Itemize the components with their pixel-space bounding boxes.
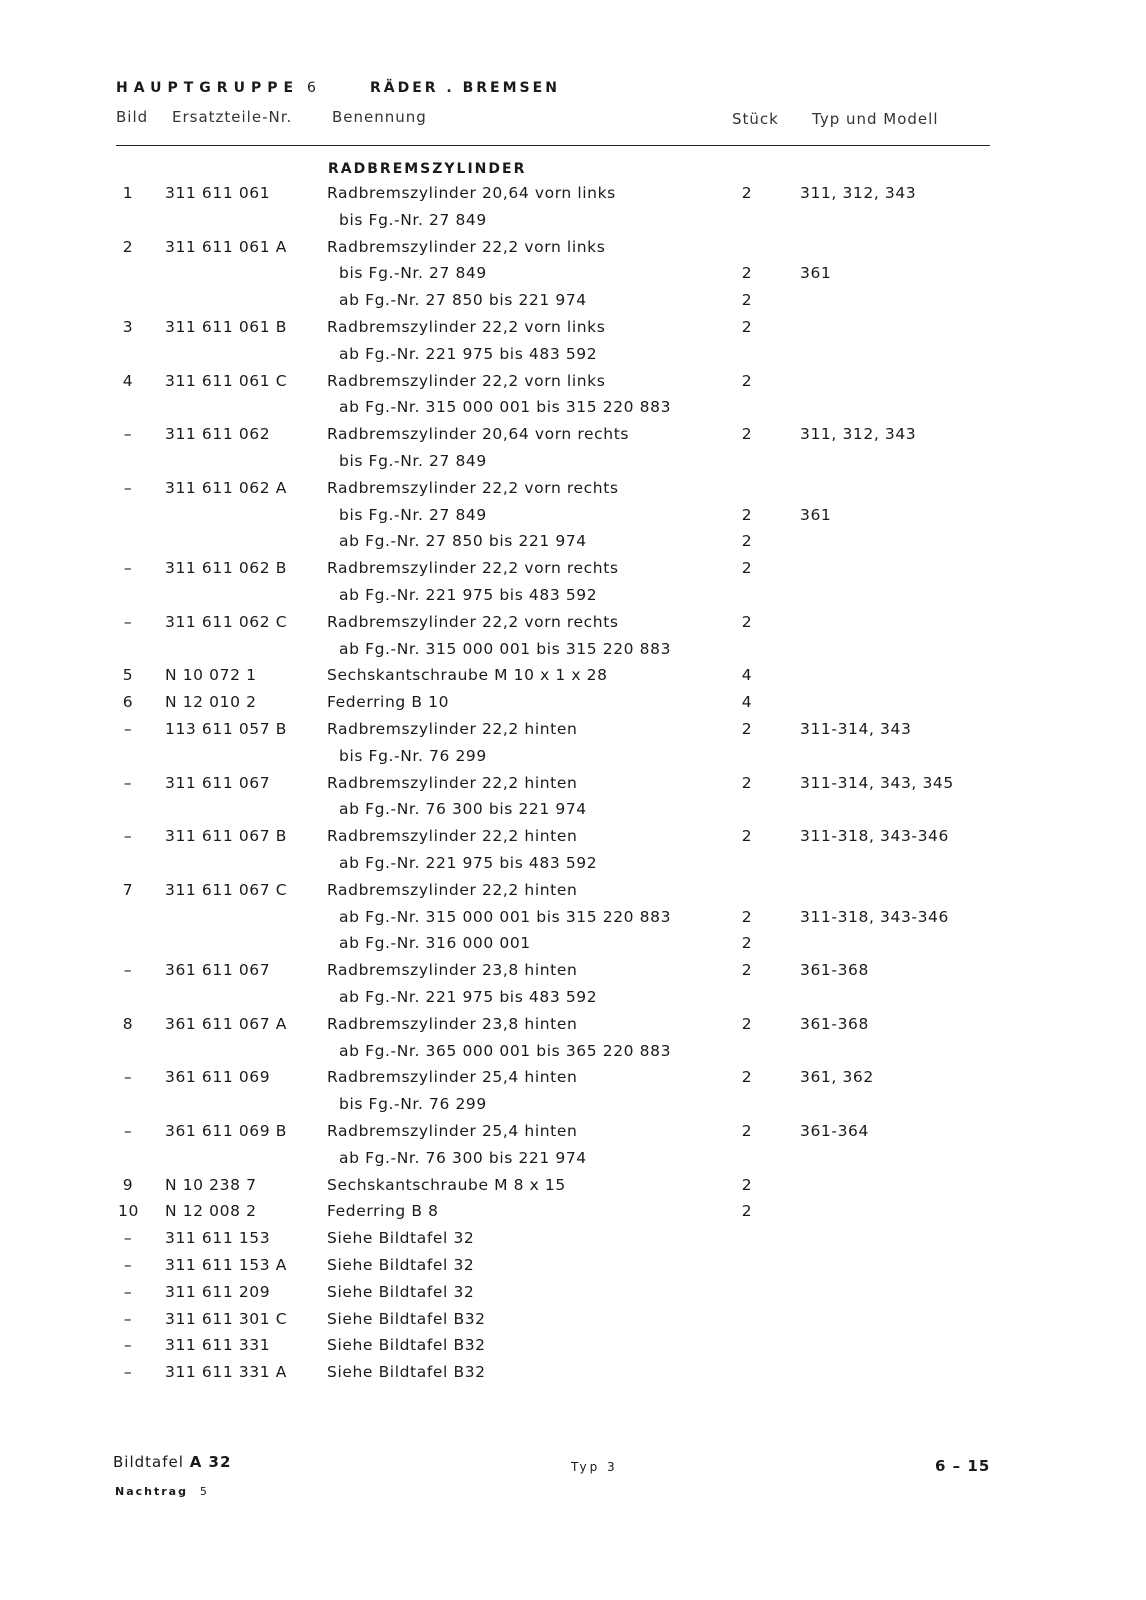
- quantity: 2: [741, 1068, 753, 1087]
- part-number: 311 611 209: [165, 1282, 271, 1301]
- part-number: 311 611 061: [165, 184, 271, 202]
- part-name: Radbremszylinder 22,2 vorn links: [327, 318, 606, 336]
- part-name: Siehe Bildtafel 32: [327, 1229, 475, 1248]
- bild-number: –: [123, 1309, 133, 1328]
- list-item: [0, 318, 1146, 344]
- list-item: [0, 1015, 1146, 1041]
- type-model: 311-318, 343-346: [800, 827, 949, 846]
- part-number: 361 611 067: [165, 961, 271, 980]
- part-number: 311 611 153 A: [165, 1256, 287, 1274]
- part-name: ab Fg.-Nr. 221 975 bis 483 592: [339, 854, 598, 872]
- list-item: [0, 1202, 1146, 1228]
- part-name: Siehe Bildtafel B32: [327, 1363, 486, 1382]
- part-name: Radbremszylinder 22,2 vorn rechts: [327, 478, 619, 497]
- type-model: 361, 362: [800, 1068, 874, 1087]
- quantity: 2: [741, 961, 753, 980]
- quantity: 2: [741, 505, 753, 524]
- quantity: 2: [741, 1014, 753, 1033]
- part-name: ab Fg.-Nr. 27 850 bis 221 974: [339, 291, 587, 310]
- list-item: [0, 238, 1146, 264]
- part-name: ab Fg.-Nr. 365 000 001 bis 365 220 883: [339, 1041, 672, 1060]
- list-item: [0, 1122, 1146, 1148]
- list-item: [0, 854, 1146, 880]
- bild-number: 10: [118, 1202, 139, 1221]
- quantity: 2: [741, 532, 753, 551]
- quantity: 2: [741, 934, 753, 953]
- quantity: 2: [741, 371, 753, 390]
- col-header-ersatzteil: Ersatzteile-Nr.: [172, 108, 293, 126]
- bild-number: –: [123, 478, 133, 497]
- bild-number: –: [123, 961, 133, 980]
- part-name: ab Fg.-Nr. 76 300 bis 221 974: [339, 800, 587, 819]
- part-name: Sechskantschraube M 8 x 15: [327, 1175, 566, 1194]
- quantity: 2: [741, 720, 753, 738]
- bildtafel-value: A 32: [189, 1453, 232, 1471]
- part-name: Radbremszylinder 22,2 vorn links: [327, 371, 606, 390]
- group-heading: [116, 80, 560, 96]
- col-header-stueck: Stück: [732, 110, 779, 128]
- type-model: 311-314, 343, 345: [800, 773, 954, 792]
- list-item: [0, 532, 1146, 558]
- part-name: ab Fg.-Nr. 76 300 bis 221 974: [339, 1148, 587, 1167]
- quantity: 2: [741, 264, 753, 283]
- list-item: [0, 827, 1146, 853]
- list-item: [0, 1336, 1146, 1362]
- part-name: ab Fg.-Nr. 221 975 bis 483 592: [339, 344, 598, 363]
- part-name: Radbremszylinder 25,4 hinten: [327, 1122, 578, 1140]
- type-model: 361-368: [800, 1014, 869, 1033]
- footer-nachtrag: [115, 1485, 209, 1498]
- part-name: Siehe Bildtafel 32: [327, 1282, 475, 1301]
- list-item: [0, 1095, 1146, 1121]
- list-item: [0, 988, 1146, 1014]
- list-item: [0, 666, 1146, 692]
- nachtrag-value: 5: [199, 1485, 209, 1498]
- type-model: 361: [800, 264, 832, 283]
- bild-number: 6: [122, 693, 134, 712]
- part-name: bis Fg.-Nr. 27 849: [339, 264, 487, 283]
- part-name: bis Fg.-Nr. 27 849: [339, 505, 487, 524]
- part-number: 361 611 069: [165, 1068, 271, 1087]
- part-number: 311 611 062: [165, 425, 271, 444]
- list-item: [0, 345, 1146, 371]
- part-name: Siehe Bildtafel 32: [327, 1256, 475, 1274]
- list-item: [0, 800, 1146, 826]
- list-item: [0, 613, 1146, 639]
- part-name: Radbremszylinder 22,2 hinten: [327, 773, 578, 792]
- list-item: [0, 425, 1146, 451]
- quantity: 2: [741, 1202, 753, 1221]
- part-name: bis Fg.-Nr. 76 299: [339, 746, 487, 765]
- part-number: 311 611 061 A: [165, 237, 287, 256]
- quantity: 4: [741, 693, 753, 712]
- part-name: Siehe Bildtafel B32: [327, 1309, 486, 1328]
- list-item: [0, 184, 1146, 210]
- list-item: [0, 1229, 1146, 1255]
- part-name: Radbremszylinder 23,8 hinten: [327, 961, 578, 980]
- part-number: N 10 238 7: [165, 1175, 257, 1194]
- bild-number: –: [123, 612, 133, 631]
- bild-number: 8: [122, 1014, 134, 1033]
- quantity: 2: [741, 291, 753, 310]
- list-item: [0, 264, 1146, 290]
- group-label: HAUPTGRUPPE: [116, 80, 300, 96]
- part-name: Radbremszylinder 23,8 hinten: [327, 1014, 578, 1033]
- list-item: [0, 1068, 1146, 1094]
- list-item: [0, 1283, 1146, 1309]
- list-item: [0, 720, 1146, 746]
- part-name: Radbremszylinder 22,2 hinten: [327, 880, 578, 899]
- bild-number: –: [123, 720, 133, 738]
- part-name: Radbremszylinder 22,2 hinten: [327, 720, 578, 738]
- part-name: Siehe Bildtafel B32: [327, 1336, 486, 1355]
- part-number: N 12 010 2: [165, 693, 257, 712]
- bild-number: 1: [122, 184, 134, 202]
- quantity: 2: [741, 1122, 753, 1140]
- part-number: 311 611 331 A: [165, 1363, 287, 1382]
- type-model: 311-314, 343: [800, 720, 912, 738]
- part-name: bis Fg.-Nr. 76 299: [339, 1095, 487, 1114]
- list-item: [0, 506, 1146, 532]
- part-name: Radbremszylinder 20,64 vorn links: [327, 184, 616, 202]
- bild-number: –: [123, 1068, 133, 1087]
- bild-number: 7: [122, 880, 134, 899]
- bild-number: 3: [122, 318, 134, 336]
- list-item: [0, 1176, 1146, 1202]
- bild-number: –: [123, 1336, 133, 1355]
- nachtrag-label: Nachtrag: [115, 1485, 188, 1498]
- part-number: 311 611 061 C: [165, 371, 288, 390]
- col-header-bild: Bild: [116, 108, 149, 126]
- list-item: [0, 693, 1146, 719]
- part-name: Radbremszylinder 22,2 hinten: [327, 827, 578, 846]
- part-name: ab Fg.-Nr. 221 975 bis 483 592: [339, 586, 598, 604]
- bild-number: 4: [122, 371, 134, 390]
- list-item: [0, 774, 1146, 800]
- quantity: 2: [741, 827, 753, 846]
- list-item: [0, 372, 1146, 398]
- list-item: [0, 961, 1146, 987]
- list-item: [0, 908, 1146, 934]
- bild-number: 5: [122, 666, 134, 685]
- quantity: 2: [741, 559, 753, 578]
- part-number: 311 611 062 C: [165, 612, 288, 631]
- list-item: [0, 1149, 1146, 1175]
- part-number: 361 611 067 A: [165, 1014, 287, 1033]
- part-number: N 12 008 2: [165, 1202, 257, 1221]
- part-name: bis Fg.-Nr. 27 849: [339, 452, 487, 470]
- type-model: 361-364: [800, 1122, 869, 1140]
- page-number: 6 – 15: [935, 1457, 991, 1475]
- part-name: Radbremszylinder 25,4 hinten: [327, 1068, 578, 1087]
- part-number: 311 611 062 B: [165, 559, 287, 578]
- type-model: 361: [800, 505, 832, 524]
- bild-number: –: [123, 827, 133, 846]
- list-item: [0, 881, 1146, 907]
- part-number: 311 611 062 A: [165, 478, 287, 497]
- group-name: RÄDER . BREMSEN: [369, 80, 560, 96]
- list-item: [0, 586, 1146, 612]
- list-item: [0, 1042, 1146, 1068]
- type-model: 311-318, 343-346: [800, 907, 949, 926]
- bild-number: 9: [122, 1175, 134, 1194]
- list-item: [0, 398, 1146, 424]
- bild-number: –: [123, 425, 133, 444]
- part-number: N 10 072 1: [165, 666, 257, 685]
- part-name: Sechskantschraube M 10 x 1 x 28: [327, 666, 608, 685]
- bild-number: 2: [122, 237, 134, 256]
- col-header-benennung: Benennung: [332, 108, 427, 126]
- list-item: [0, 479, 1146, 505]
- list-item: [0, 640, 1146, 666]
- group-number: 6: [307, 80, 322, 96]
- part-name: Radbremszylinder 22,2 vorn rechts: [327, 612, 619, 631]
- part-name: ab Fg.-Nr. 316 000 001: [339, 934, 531, 953]
- footer-bildtafel: [113, 1453, 231, 1471]
- bild-number: –: [123, 1229, 133, 1248]
- type-model: 311, 312, 343: [800, 425, 917, 444]
- list-item: [0, 211, 1146, 237]
- quantity: 2: [741, 425, 753, 444]
- type-model: 361-368: [800, 961, 869, 980]
- header-rule: [116, 145, 990, 146]
- list-item: [0, 1310, 1146, 1336]
- list-item: [0, 452, 1146, 478]
- part-number: 113 611 057 B: [165, 720, 287, 738]
- bild-number: –: [123, 1122, 133, 1140]
- bild-number: –: [123, 1256, 133, 1274]
- part-name: Radbremszylinder 22,2 vorn links: [327, 237, 606, 256]
- part-number: 311 611 067 C: [165, 880, 288, 899]
- part-name: Federring B 10: [327, 693, 450, 712]
- part-number: 311 611 331: [165, 1336, 271, 1355]
- footer-typ: Typ 3: [571, 1460, 618, 1474]
- part-name: ab Fg.-Nr. 221 975 bis 483 592: [339, 988, 598, 1006]
- bild-number: –: [123, 1363, 133, 1382]
- quantity: 2: [741, 612, 753, 631]
- quantity: 2: [741, 1175, 753, 1194]
- bild-number: –: [123, 559, 133, 578]
- part-name: bis Fg.-Nr. 27 849: [339, 210, 487, 229]
- col-header-typ: Typ und Modell: [812, 110, 939, 128]
- list-item: [0, 934, 1146, 960]
- part-name: ab Fg.-Nr. 315 000 001 bis 315 220 883: [339, 907, 672, 926]
- part-number: 311 611 067: [165, 773, 271, 792]
- type-model: 311, 312, 343: [800, 184, 917, 202]
- part-number: 311 611 153: [165, 1229, 271, 1248]
- part-number: 361 611 069 B: [165, 1122, 287, 1140]
- part-number: 311 611 067 B: [165, 827, 287, 846]
- part-name: Federring B 8: [327, 1202, 439, 1221]
- part-number: 311 611 061 B: [165, 318, 287, 336]
- section-title: RADBREMSZYLINDER: [328, 161, 527, 177]
- part-name: ab Fg.-Nr. 315 000 001 bis 315 220 883: [339, 398, 672, 417]
- quantity: 2: [741, 907, 753, 926]
- quantity: 4: [741, 666, 753, 685]
- quantity: 2: [741, 184, 753, 202]
- part-name: ab Fg.-Nr. 27 850 bis 221 974: [339, 532, 587, 551]
- quantity: 2: [741, 318, 753, 336]
- bild-number: –: [123, 773, 133, 792]
- part-name: Radbremszylinder 20,64 vorn rechts: [327, 425, 630, 444]
- part-name: ab Fg.-Nr. 315 000 001 bis 315 220 883: [339, 639, 672, 658]
- bild-number: –: [123, 1282, 133, 1301]
- bildtafel-label: Bildtafel: [113, 1453, 184, 1471]
- list-item: [0, 559, 1146, 585]
- list-item: [0, 747, 1146, 773]
- list-item: [0, 1363, 1146, 1389]
- part-number: 311 611 301 C: [165, 1309, 288, 1328]
- list-item: [0, 1256, 1146, 1282]
- part-name: Radbremszylinder 22,2 vorn rechts: [327, 559, 619, 578]
- quantity: 2: [741, 773, 753, 792]
- list-item: [0, 291, 1146, 317]
